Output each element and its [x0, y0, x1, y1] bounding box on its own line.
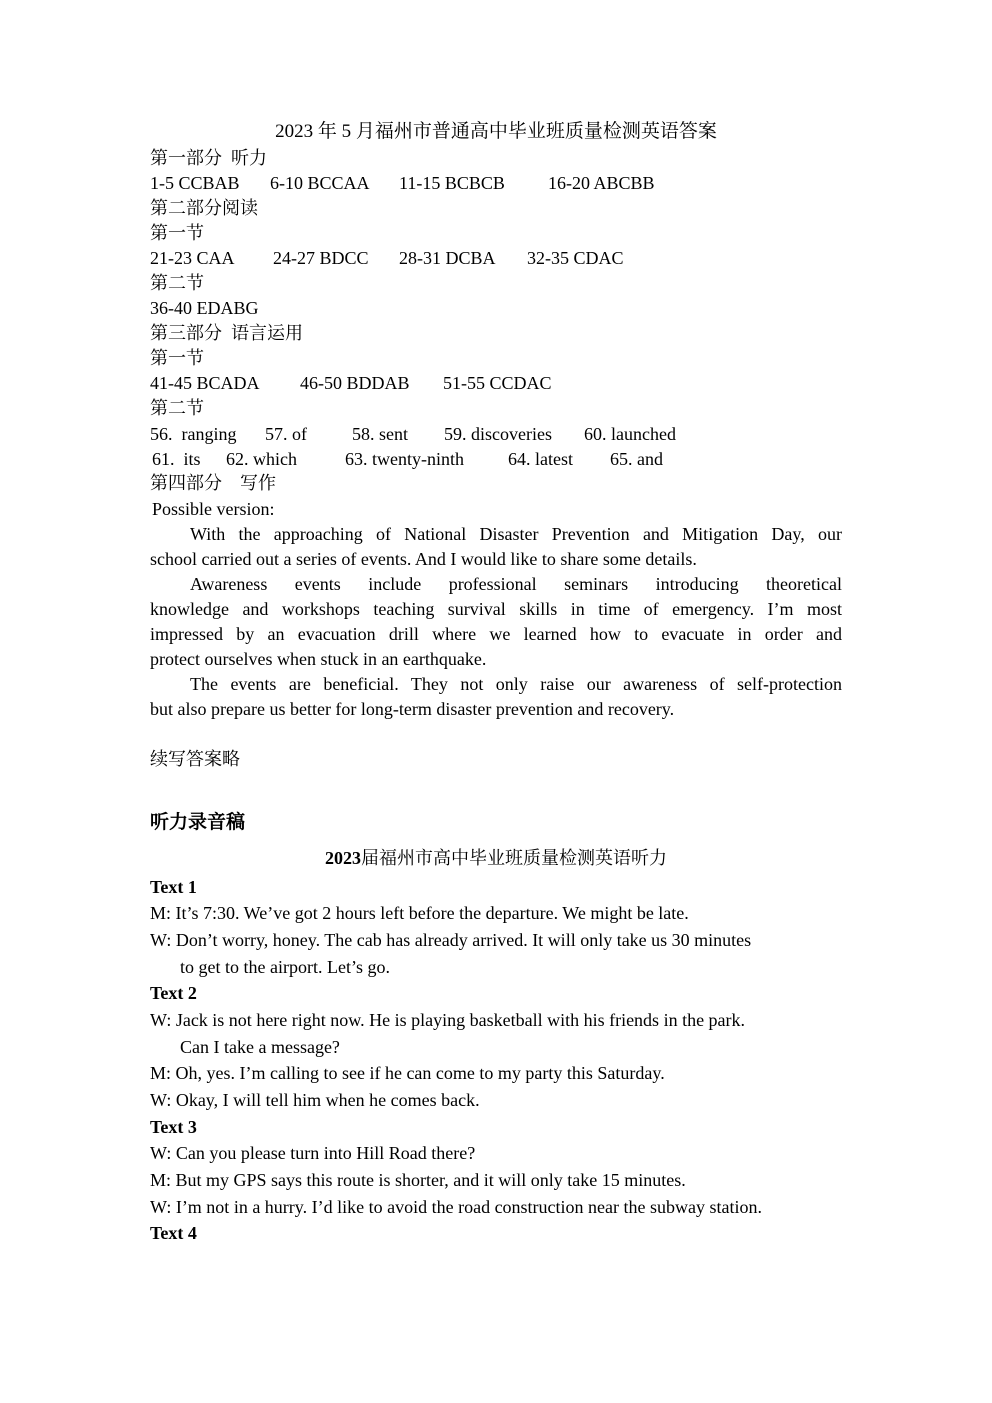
essay-line: impressed by an evacuation drill where we learned how to evacuate in order and	[150, 624, 842, 644]
essay-line: Awareness events include professional seminars introducing theoretical	[190, 574, 842, 594]
fill-answer: 63. twenty-ninth	[345, 449, 464, 469]
text-label: Text 1	[150, 877, 197, 897]
essay-line: With the approaching of National Disaster Prevention and Mitigation Day, our	[190, 524, 842, 544]
answer-group: 41-45 BCADA	[150, 373, 260, 393]
section-heading: 第二节	[150, 398, 204, 418]
part2-heading: 第二部分阅读	[150, 198, 258, 218]
continuation-note: 续写答案略	[150, 749, 240, 769]
transcript-heading: 听力录音稿	[150, 811, 246, 833]
text-label: Text 4	[150, 1223, 197, 1243]
essay-line: The events are beneficial. They not only raise our awareness of self-protection	[190, 674, 842, 694]
fill-answer: 56. ranging	[150, 424, 237, 444]
dialogue-line: W: Okay, I will tell him when he comes back.	[150, 1090, 480, 1110]
section-heading: 第一节	[150, 223, 204, 243]
dialogue-line: W: Can you please turn into Hill Road there?	[150, 1143, 476, 1163]
answer-group: 6-10 BCCAA	[270, 173, 370, 193]
section-heading: 第一节	[150, 348, 204, 368]
fill-answer: 65. and	[610, 449, 663, 469]
essay-line: protect ourselves when stuck in an earthquake.	[150, 649, 487, 669]
part3-heading: 第三部分 语言运用	[150, 323, 303, 343]
answer-group: 11-15 BCBCB	[399, 173, 505, 193]
fill-answer: 59. discoveries	[444, 424, 552, 444]
subtitle-year: 2023	[325, 848, 361, 868]
dialogue-line: M: It’s 7:30. We’ve got 2 hours left before the departure. We might be late.	[150, 903, 689, 923]
text-label: Text 3	[150, 1117, 197, 1137]
dialogue-line: W: I’m not in a hurry. I’d like to avoid the road construction near the subway station.	[150, 1197, 762, 1217]
dialogue-line: Can I take a message?	[180, 1037, 340, 1057]
essay-line: but also prepare us better for long-term disaster prevention and recovery.	[150, 699, 675, 719]
fill-answer: 57. of	[265, 424, 307, 444]
fill-answer: 61. its	[152, 449, 201, 469]
fill-answer: 58. sent	[352, 424, 408, 444]
part1-heading: 第一部分 听力	[150, 148, 267, 168]
text-label: Text 2	[150, 983, 197, 1003]
answer-group: 24-27 BDCC	[273, 248, 369, 268]
fill-answer: 62. which	[226, 449, 297, 469]
essay-line: school carried out a series of events. And I would like to share some details.	[150, 549, 697, 569]
fill-answer: 64. latest	[508, 449, 573, 469]
subtitle-text: 届福州市高中毕业班质量检测英语听力	[361, 848, 667, 868]
answer-group: 28-31 DCBA	[399, 248, 496, 268]
dialogue-line: M: Oh, yes. I’m calling to see if he can come to my party this Saturday.	[150, 1063, 665, 1083]
answer-group: 32-35 CDAC	[527, 248, 624, 268]
answer-group: 46-50 BDDAB	[300, 373, 410, 393]
document-title: 2023 年 5 月福州市普通高中毕业班质量检测英语答案	[275, 121, 717, 142]
dialogue-line: to get to the airport. Let’s go.	[180, 957, 390, 977]
dialogue-line: W: Jack is not here right now. He is playing basketball with his friends in the park.	[150, 1010, 746, 1030]
answer-group: 36-40 EDABG	[150, 298, 259, 318]
dialogue-line: M: But my GPS says this route is shorter, and it will only take 15 minutes.	[150, 1170, 686, 1190]
version-label: Possible version:	[152, 499, 275, 519]
answer-group: 51-55 CCDAC	[443, 373, 552, 393]
dialogue-line: W: Don’t worry, honey. The cab has already arrived. It will only take us 30 minutes	[150, 930, 752, 950]
part4-heading: 第四部分 写作	[150, 473, 276, 493]
fill-answer: 60. launched	[584, 424, 676, 444]
section-heading: 第二节	[150, 273, 204, 293]
transcript-subtitle	[150, 847, 842, 869]
answer-group: 1-5 CCBAB	[150, 173, 240, 193]
answer-group: 16-20 ABCBB	[548, 173, 655, 193]
answer-group: 21-23 CAA	[150, 248, 235, 268]
essay-line: knowledge and workshops teaching survival skills in time of emergency. I’m most	[150, 599, 842, 619]
